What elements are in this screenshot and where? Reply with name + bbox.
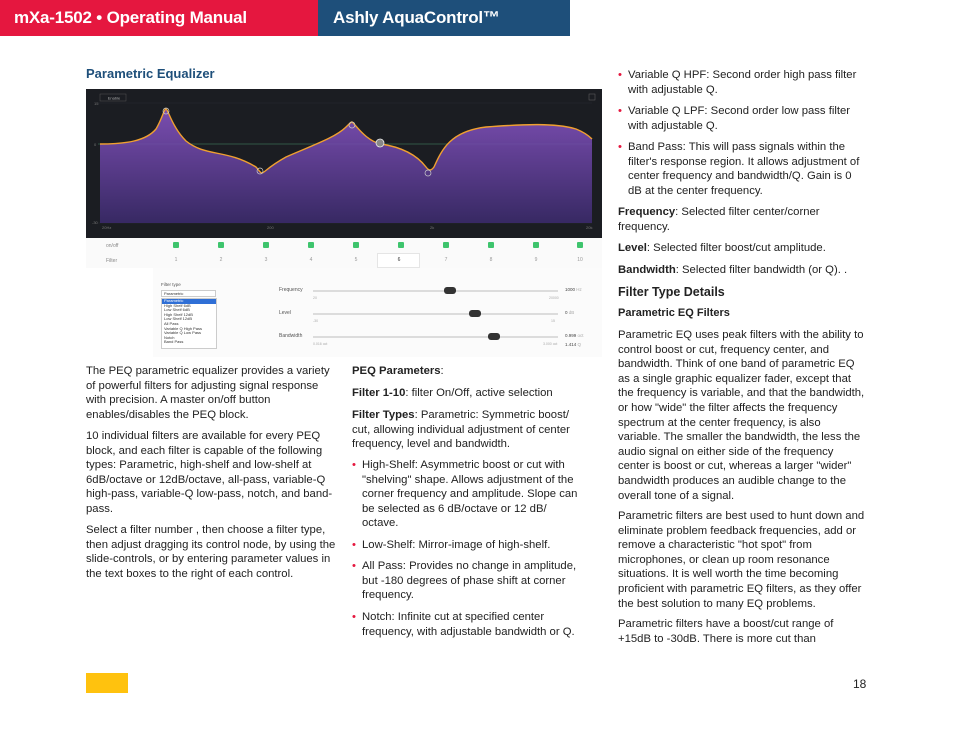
onoff-row xyxy=(86,238,602,253)
frequency-min: 20 xyxy=(313,296,317,300)
x-tick: 20k xyxy=(586,225,593,230)
footer-accent-bar xyxy=(86,673,128,693)
y-tick: 0 xyxy=(94,142,97,147)
filter-type-option[interactable]: Variable Q Low Pass xyxy=(164,330,202,336)
filter-10-tab[interactable]: 10 xyxy=(577,257,583,263)
filter-type-option[interactable]: Low Shelf 6dB xyxy=(164,307,190,313)
level-min: -30 xyxy=(313,319,319,323)
filter-type-label: Filter type xyxy=(161,282,181,287)
filter-5-checkbox[interactable] xyxy=(353,242,359,248)
filter-3-checkbox[interactable] xyxy=(263,242,269,248)
filter-1-checkbox[interactable] xyxy=(173,242,179,248)
peq-graph-screenshot xyxy=(86,89,602,238)
y-tick: 15 xyxy=(94,101,99,106)
x-tick: 20Hz xyxy=(102,225,112,230)
filter-10-checkbox[interactable] xyxy=(577,242,583,248)
filter-5-tab[interactable]: 5 xyxy=(354,257,358,263)
bandwidth-slider-track[interactable] xyxy=(313,336,558,338)
bullet-hpf: • Variable Q HPF: Second order high pass filter with adjustable Q. xyxy=(618,68,866,97)
manual-title-banner: mXa-1502 • Operating Manual xyxy=(0,0,318,36)
filter-type-option[interactable]: Parametric xyxy=(162,299,216,304)
level-slider-label: Level xyxy=(279,310,291,316)
filter-7-tab[interactable]: 7 xyxy=(444,257,448,263)
filter-type-option[interactable]: High Shelf 12dB xyxy=(164,311,193,317)
parametric-eq-filters-heading: Parametric EQ Filters xyxy=(618,307,730,319)
x-tick: 200 xyxy=(267,225,274,230)
filter-types-param: Filter Types: Parametric: Symmetric boost/ cut, allowing individual adjustment of center frequency, level and bandwidth. xyxy=(352,409,570,451)
bandwidth-value-field[interactable]: 0.999 oct xyxy=(565,333,584,338)
bandwidth-q-field[interactable]: 1.414 Q xyxy=(565,342,582,347)
frequency-slider-label: Frequency xyxy=(279,287,303,293)
filter-6-tab[interactable]: 6 xyxy=(397,257,401,263)
filter-8-tab[interactable]: 8 xyxy=(489,257,493,263)
filter-2-tab[interactable]: 2 xyxy=(219,257,223,263)
level-slider-track[interactable] xyxy=(313,313,558,315)
filter-controls-panel xyxy=(153,268,602,357)
bullet-all-pass: • All Pass: Provides no change in amplitude, but -180 degrees of phase shift at corner frequency. xyxy=(352,559,582,603)
filter-1-tab[interactable]: 1 xyxy=(174,257,178,263)
peq-parameters-heading: PEQ Parameters: xyxy=(352,365,444,377)
bandwidth-max: 3.000 oct xyxy=(543,342,558,346)
section-title: Parametric Equalizer xyxy=(86,66,215,81)
filter-type-dropdown xyxy=(161,298,217,349)
y-tick: -30 xyxy=(92,220,98,225)
filter-type-option[interactable]: Band Pass xyxy=(164,339,184,345)
filter-selector-strip xyxy=(86,238,602,268)
onoff-label: on/off xyxy=(106,243,119,249)
bullet-high-shelf: • High-Shelf: Asymmetric boost or cut with "shelving" shape. Allows adjustment of the corner frequency and amplitude. Slope can be selected as 6 dB/octave or 12 dB/ octave. xyxy=(352,458,582,531)
bandwidth-min: 0.016 oct xyxy=(313,342,328,346)
level-value-field[interactable]: 0 dB xyxy=(565,310,575,315)
filter-row-label: Filter xyxy=(106,258,118,264)
frequency-param: Frequency: Selected filter center/corner frequency. xyxy=(618,206,820,233)
enable-label: Enable xyxy=(107,95,121,101)
bullet-notch: • Notch: Infinite cut at specified center frequency, with adjustable bandwidth or Q. xyxy=(352,610,584,639)
level-param: Level: Selected filter boost/cut amplitude. xyxy=(618,242,826,254)
peq-description-paragraph: Parametric EQ uses peak filters with the ability to control boost or cut, frequency center, and bandwidth. Think of one band of parametric EQ as a single graphic equalizer fader, except that the frequency is variable, and that the bandwidth, or how "wide" the filter affects the frequency spectrum at the center frequency, is also variable. The smaller the bandwidth, the less the audio signal on either side of the frequency center is boost or cut, whereas a larger "wider" bandwidth produces an audible change to the overall tone of a signal. xyxy=(618,329,865,502)
bandwidth-slider-label: Bandwidth xyxy=(279,333,303,339)
frequency-slider-track[interactable] xyxy=(313,290,558,292)
x-tick: 2k xyxy=(430,225,435,230)
usage-paragraph: Select a filter number , then choose a filter type, then adjust dragging its control node, by using the slide-controls, or by entering parameter values in the text boxes to the right of each control. xyxy=(86,524,336,580)
filter-2-checkbox[interactable] xyxy=(218,242,224,248)
filter-type-details-heading: Filter Type Details xyxy=(618,285,725,299)
filter-7-checkbox[interactable] xyxy=(443,242,449,248)
frequency-slider-handle[interactable] xyxy=(444,287,456,294)
level-max: 15 xyxy=(551,319,555,323)
filter-type-select[interactable]: Parametric xyxy=(161,290,216,297)
level-slider-handle[interactable] xyxy=(469,310,481,317)
frequency-max: 20000 xyxy=(549,296,559,300)
filter-4-tab[interactable]: 4 xyxy=(309,257,313,263)
frequency-value-field[interactable]: 1000 Hz xyxy=(565,287,582,292)
peq-use-paragraph: Parametric filters are best used to hunt down and eliminate problem feedback frequencies, add or remove a characteristic "hot spot" from microphones, or clean up room resonance situations. It is well worth the time becoming proficient with parametric EQ filters, as they offer the best solution to many EQ problems. xyxy=(618,510,865,610)
filter-type-option[interactable]: Notch xyxy=(164,334,175,340)
bandwidth-slider-handle[interactable] xyxy=(488,333,500,340)
page-number: 18 xyxy=(853,677,867,691)
bullet-lpf: • Variable Q LPF: Second order low pass filter with adjustable Q. xyxy=(618,104,866,133)
filter-type-option[interactable]: Variable Q High Pass xyxy=(164,325,202,331)
bullet-band-pass: • Band Pass: This will pass signals within the filter's response region. It allows adjustment of center frequency and bandwidth/Q. Gain is 0 dB at the center frequency. xyxy=(618,140,866,198)
peq-range-paragraph: Parametric filters have a boost/cut range of +15dB to -30dB. There is more cut than xyxy=(618,618,834,645)
filter-8-checkbox[interactable] xyxy=(488,242,494,248)
intro-paragraph: The PEQ parametric equalizer provides a variety of powerful filters for adjusting signal response with precision. A master on/off button enables/disables the PEQ block. xyxy=(86,365,330,421)
filter-4-checkbox[interactable] xyxy=(308,242,314,248)
filter-number-row xyxy=(86,253,602,268)
filter-type-option[interactable]: High Shelf 6dB xyxy=(164,302,191,308)
filter-type-option[interactable]: Low Shelf 12dB xyxy=(164,316,193,322)
filter-9-checkbox[interactable] xyxy=(533,242,539,248)
filter-type-option[interactable]: All Pass xyxy=(164,320,179,326)
filters-paragraph: 10 individual filters are available for every PEQ block, and each filter is capable of the following types: Parametric, high-shelf and low-shelf at 6dB/octave or 12dB/octave, all-pass, variable-Q high-pass, variable-Q low-pass, notch, and band-pass. xyxy=(86,430,333,515)
selected-filter-node[interactable] xyxy=(376,139,384,147)
bullet-low-shelf: • Low-Shelf: Mirror-image of high-shelf. xyxy=(352,538,582,553)
filter-6-checkbox[interactable] xyxy=(398,242,404,248)
bandwidth-param: Bandwidth: Selected filter bandwidth (or Q). . xyxy=(618,264,848,276)
filter-3-tab[interactable]: 3 xyxy=(264,257,268,263)
software-title-banner: Ashly AquaControl™ Software xyxy=(318,0,570,36)
peq-graph xyxy=(86,89,602,238)
filter-9-tab[interactable]: 9 xyxy=(534,257,538,263)
filter-param: Filter 1-10: filter On/Off, active selection xyxy=(352,387,553,399)
